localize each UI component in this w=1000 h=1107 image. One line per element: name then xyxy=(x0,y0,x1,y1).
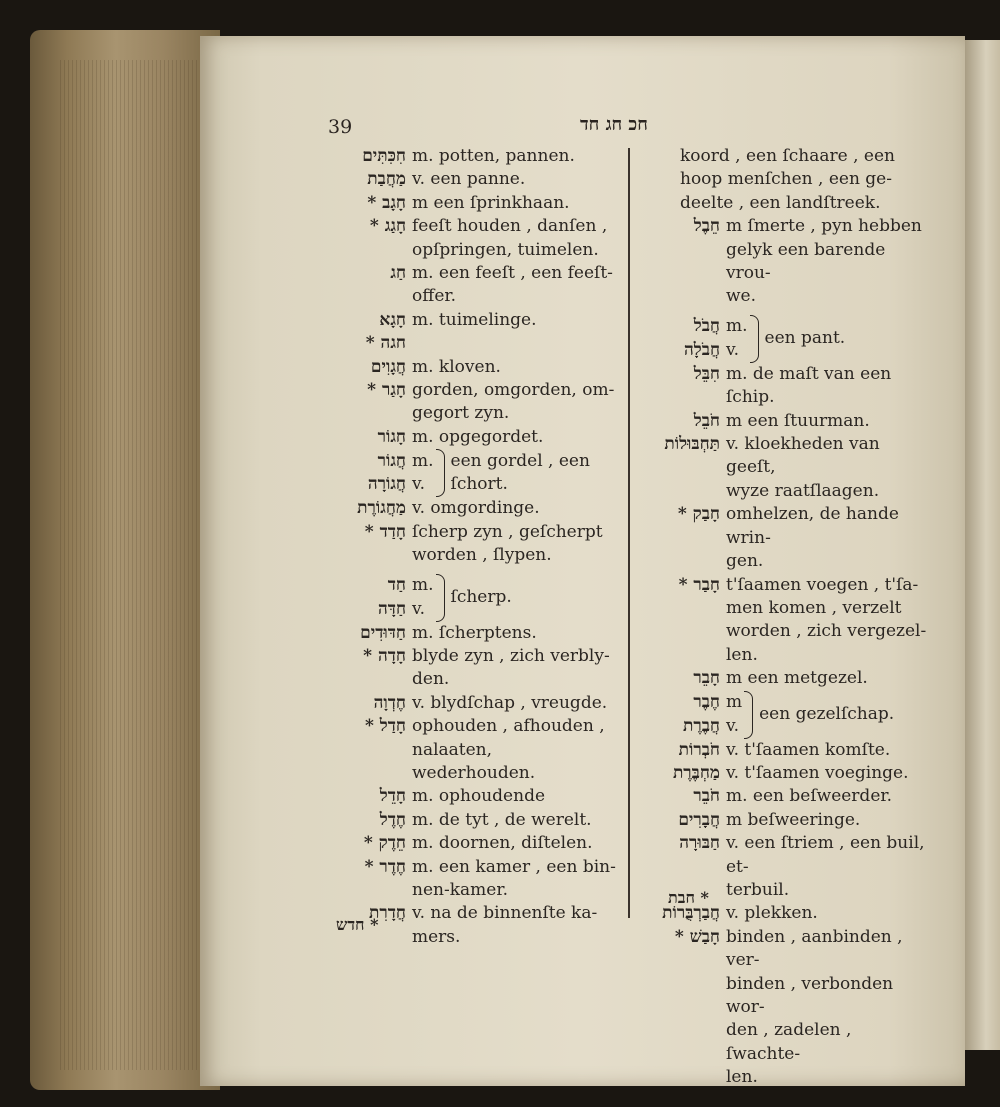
right-column xyxy=(640,145,930,1090)
definition-continuation xyxy=(320,668,620,691)
definition-continuation xyxy=(320,544,620,567)
definition: v. t'ſaamen komſte. xyxy=(726,739,891,760)
definition: m een ſprinkhaan. xyxy=(412,192,570,213)
dictionary-entry xyxy=(640,785,930,808)
hebrew-headword: חָבֵר xyxy=(693,668,720,689)
brace-definitions xyxy=(451,450,590,497)
dictionary-entry xyxy=(320,332,620,355)
definition: ophouden , afhouden , xyxy=(412,716,605,737)
definition-continuation xyxy=(320,285,620,308)
gender-tag: v. xyxy=(412,474,425,495)
dictionary-entry xyxy=(640,926,930,973)
dictionary-entry xyxy=(640,215,930,238)
definition: nen-kamer. xyxy=(412,879,508,900)
definition-continuation xyxy=(640,644,930,667)
definition: len. xyxy=(726,1067,758,1088)
definition-continuation xyxy=(640,1066,930,1089)
definition-continuation xyxy=(640,1019,930,1066)
definition: m een metgezel. xyxy=(726,668,868,689)
hebrew-headword: חָגוֹר xyxy=(377,426,406,447)
definition: m. ophoudende xyxy=(412,786,546,807)
dictionary-entry xyxy=(320,856,620,879)
gender-tag: v. xyxy=(726,715,739,736)
dictionary-entry xyxy=(320,192,620,215)
definition: binden , aanbinden , ver- xyxy=(726,926,903,971)
definition: v. blydſchap , vreugde. xyxy=(412,692,608,713)
definition: gelyk een barende vrou- xyxy=(726,239,886,284)
definition: m een ſtuurman. xyxy=(726,410,870,431)
brace-definitions xyxy=(759,703,894,726)
definition: een pant. xyxy=(764,328,846,349)
page-edges-texture xyxy=(60,60,200,1070)
hebrew-headword: חַדָּה xyxy=(377,598,406,619)
hebrew-headword: חֲבֹל xyxy=(693,316,720,337)
hebrew-headword: חֲגוֹרָה xyxy=(367,474,406,495)
gender-tag: m. xyxy=(412,575,434,596)
dictionary-entry xyxy=(640,503,930,550)
brace-headwords xyxy=(640,315,748,362)
hebrew-headword: חָבַר * xyxy=(678,574,720,595)
continued-text xyxy=(640,168,930,191)
definition: v. t'ſaamen voeginge. xyxy=(726,762,909,783)
brace-row xyxy=(640,691,742,714)
definition: gorden, omgorden, om- xyxy=(412,380,615,401)
dictionary-entry xyxy=(320,497,620,520)
definition: feeſt houden , danſen , xyxy=(412,216,608,237)
dictionary-entry xyxy=(320,645,620,668)
definition-continuation xyxy=(320,239,620,262)
definition-continuation xyxy=(640,597,930,620)
definition: een gezelſchap. xyxy=(759,703,895,724)
hebrew-headword: חַד xyxy=(387,575,406,596)
definition: den , zadelen , ſwachte- xyxy=(726,1020,852,1064)
hebrew-headword: חֲגָוִים xyxy=(370,356,406,377)
dictionary-entry xyxy=(320,715,620,738)
definition-continuation xyxy=(640,973,930,1020)
hebrew-headword: חָבַק * xyxy=(677,504,720,525)
left-catchword: חדש * xyxy=(336,915,379,934)
hebrew-headword: חֹבְרוֹת xyxy=(678,739,720,760)
dictionary-entry xyxy=(640,809,930,832)
brace-headwords xyxy=(320,450,434,497)
dictionary-entry xyxy=(640,574,930,597)
dictionary-entry xyxy=(320,521,620,544)
dictionary-entry xyxy=(320,622,620,645)
hebrew-headword: חֲבַרְבֻּרוֹת xyxy=(662,903,720,924)
hebrew-headword: חֲבָרִים xyxy=(678,809,720,830)
definition: hoop menſchen , een ge- xyxy=(680,169,892,190)
definition: m. de tyt , de werelt. xyxy=(412,809,592,830)
definition: m. een feeſt , een feeſt- xyxy=(412,263,613,284)
definition: nalaaten, wederhouden. xyxy=(412,739,536,783)
definition: m. doornen, diſtelen. xyxy=(412,833,593,854)
braced-entry xyxy=(640,315,930,363)
definition: v. een panne. xyxy=(412,169,526,190)
dictionary-entry xyxy=(640,667,930,690)
hebrew-headword: מַחֲגוֹרֶת xyxy=(357,498,406,519)
curly-brace xyxy=(436,574,445,622)
definition-continuation xyxy=(320,879,620,902)
hebrew-headword: חָגַר * xyxy=(367,380,406,401)
braced-entry xyxy=(320,449,620,497)
dictionary-entry xyxy=(640,433,930,480)
dictionary-entry xyxy=(320,692,620,715)
hebrew-headword: חֲבֶרֶת xyxy=(683,715,720,736)
definition: m. tuimelinge. xyxy=(412,309,537,330)
hebrew-headword: חִבֵּל xyxy=(693,363,720,384)
definition: m. potten, pannen. xyxy=(412,146,575,166)
facing-page-edge xyxy=(965,40,1000,1050)
definition: ſcherp. xyxy=(450,586,512,607)
gender-tag: m. xyxy=(412,450,434,471)
dictionary-entry xyxy=(320,426,620,449)
curly-brace xyxy=(744,691,753,739)
hebrew-headword: תַּחְבּוּלוֹת xyxy=(664,434,720,455)
dictionary-entry xyxy=(320,379,620,402)
definition: worden , zich vergezel- xyxy=(726,621,927,642)
definition: ſcherp zyn , geſcherpt xyxy=(412,521,603,542)
definition-continuation xyxy=(640,285,930,308)
definition: gegort zyn. xyxy=(412,403,510,424)
left-column xyxy=(320,145,620,949)
column-divider xyxy=(628,148,630,918)
brace-row xyxy=(320,574,434,597)
definition: m. een beſweerder. xyxy=(726,786,893,807)
definition-continuation xyxy=(320,739,620,786)
curly-brace xyxy=(750,315,759,363)
definition-continuation xyxy=(640,550,930,573)
braced-entry xyxy=(320,574,620,622)
definition: een gordel , een xyxy=(450,450,590,471)
definition: len. xyxy=(726,644,758,665)
definition: gen. xyxy=(726,551,764,572)
brace-row xyxy=(320,450,434,473)
hebrew-headword: חֶבֶר xyxy=(693,692,720,713)
running-head: חכ חג חד xyxy=(580,114,648,135)
hebrew-headword: חֲגוֹר xyxy=(377,450,406,471)
definition: opſpringen, tuimelen. xyxy=(412,239,599,260)
dictionary-entry xyxy=(640,762,930,785)
definition: wyze raatſlaagen. xyxy=(726,480,880,501)
definition: v. na de binnenſte ka- xyxy=(412,903,598,924)
continued-text xyxy=(640,145,930,168)
hebrew-headword: חָדַד * xyxy=(364,521,406,542)
hebrew-headword: חָדֵל xyxy=(379,786,406,807)
gender-tag: m xyxy=(726,692,743,713)
brace-row xyxy=(640,339,748,362)
dictionary-entry xyxy=(320,145,620,168)
definition: deelte , een landſtreek. xyxy=(680,192,881,213)
hebrew-headword: חֲבֹלָה xyxy=(684,339,720,360)
dictionary-entry xyxy=(320,809,620,832)
hebrew-headword: חָדָה * xyxy=(363,645,406,666)
gender-tag: m. xyxy=(726,316,748,337)
definition: den. xyxy=(412,669,450,690)
dictionary-entry xyxy=(320,262,620,285)
hebrew-headword: חָדַל * xyxy=(365,716,406,737)
page-number: 39 xyxy=(328,116,353,138)
gender-tag: v. xyxy=(412,598,425,619)
definition: v. plekken. xyxy=(726,903,818,924)
definition: m ſmerte , pyn hebben xyxy=(726,216,922,237)
hebrew-headword: חגה * xyxy=(365,333,406,354)
hebrew-headword: חָגַג * xyxy=(369,216,406,237)
definition: m beſweeringe. xyxy=(726,809,861,830)
definition-continuation xyxy=(640,239,930,286)
definition-continuation xyxy=(640,620,930,643)
definition-continuation xyxy=(320,402,620,425)
dictionary-entry xyxy=(320,168,620,191)
hebrew-headword: חֶדְוָה xyxy=(373,692,406,713)
hebrew-headword: חֲדָרִת xyxy=(369,903,406,924)
hebrew-headword: חַבּוּרָה xyxy=(679,833,720,854)
definition: ſchort. xyxy=(450,474,508,495)
curly-brace xyxy=(436,449,445,497)
definition: v. omgordinge. xyxy=(412,498,540,519)
continued-text xyxy=(640,192,930,215)
dictionary-entry xyxy=(320,309,620,332)
hebrew-headword: חַג xyxy=(390,263,406,284)
brace-row xyxy=(320,473,434,496)
definition-continuation xyxy=(640,480,930,503)
brace-row xyxy=(640,315,748,338)
dictionary-entry xyxy=(640,410,930,433)
dictionary-entry xyxy=(320,356,620,379)
definition: m. ſcherptens. xyxy=(412,622,537,643)
definition: worden , ſlypen. xyxy=(412,545,552,566)
definition: omhelzen, de hande wrin- xyxy=(726,504,899,548)
dictionary-entry xyxy=(640,363,930,410)
brace-headwords xyxy=(640,691,742,738)
definition: koord , een ſchaare , een xyxy=(680,146,895,166)
hebrew-headword: חֵדֶק * xyxy=(363,833,406,854)
hebrew-headword: חָבַשׁ * xyxy=(674,926,720,947)
brace-definitions xyxy=(765,327,846,350)
hebrew-headword: מַחֲבַת xyxy=(367,169,406,190)
hebrew-headword: חֶדֶל xyxy=(379,809,406,830)
hebrew-headword: חֹבֵר xyxy=(693,786,720,807)
definition: mers. xyxy=(412,926,461,947)
brace-row xyxy=(640,715,742,738)
definition: terbuil. xyxy=(726,879,790,900)
hebrew-headword: מַחְבֶּרֶת xyxy=(672,762,720,783)
definition: men komen , verzelt xyxy=(726,597,902,618)
hebrew-headword: חַדּוּדִים xyxy=(360,622,406,643)
brace-headwords xyxy=(320,574,434,621)
braced-entry xyxy=(640,691,930,739)
definition: v. een ſtriem , een buil, et- xyxy=(726,833,925,877)
dictionary-entry xyxy=(320,832,620,855)
dictionary-entry xyxy=(640,832,930,879)
definition: blyde zyn , zich verbly- xyxy=(412,645,610,666)
hebrew-headword: חָגָא xyxy=(379,309,406,330)
definition: m. opgegordet. xyxy=(412,426,544,447)
definition: we. xyxy=(726,286,757,307)
hebrew-headword: חֶדֶר * xyxy=(364,856,406,877)
definition: v. kloekheden van geeſt, xyxy=(726,434,880,478)
definition: binden , verbonden wor- xyxy=(726,973,894,1017)
hebrew-headword: חָגָב * xyxy=(367,192,406,213)
definition: m. een kamer , een bin- xyxy=(412,856,616,877)
hebrew-headword: חֵבֶל xyxy=(693,216,720,237)
brace-row xyxy=(320,598,434,621)
definition: offer. xyxy=(412,286,457,307)
dictionary-entry xyxy=(320,215,620,238)
dictionary-entry xyxy=(320,785,620,808)
definition: m. kloven. xyxy=(412,356,501,377)
gender-tag: v. xyxy=(726,339,739,360)
definition: t'ſaamen voegen , t'ſa- xyxy=(726,574,919,595)
hebrew-headword: חִכִּתִּים xyxy=(362,146,406,166)
dictionary-entry xyxy=(640,739,930,762)
brace-definitions xyxy=(451,586,512,609)
definition: m. de maſt van een ſchip. xyxy=(726,363,892,408)
right-catchword: חבת * xyxy=(668,888,709,907)
hebrew-headword: חֹבֵל xyxy=(693,410,720,431)
